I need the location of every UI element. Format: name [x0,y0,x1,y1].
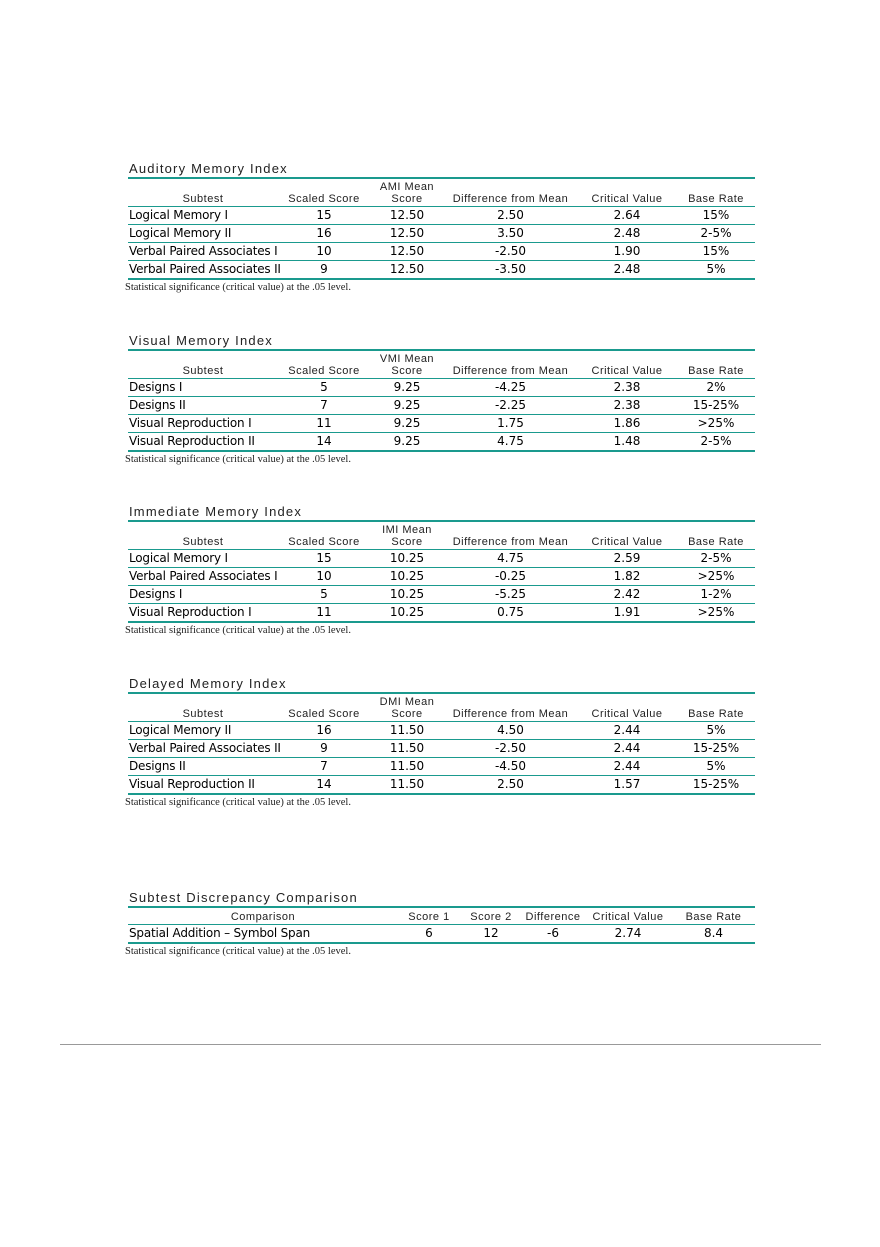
cell: 10 [278,568,370,586]
cell: 15-25% [677,740,755,758]
cell: 9.25 [370,379,444,397]
cell: -3.50 [444,261,577,280]
subtest-discrepancy-table [128,908,755,944]
cell: Designs I [128,379,278,397]
cell: 16 [278,722,370,740]
table-row [128,415,755,433]
section-title: Visual Memory Index [128,332,755,351]
table-row [128,261,755,280]
table-row [128,550,755,568]
cell: 9.25 [370,397,444,415]
table-row [128,925,755,944]
cell: 9 [278,740,370,758]
col-scaled-score: Scaled Score [278,179,370,207]
section-title: Auditory Memory Index [128,160,755,179]
cell: 4.75 [444,433,577,452]
cell: 12.50 [370,225,444,243]
cell: 1.75 [444,415,577,433]
cell: Designs II [128,758,278,776]
cell: 2.48 [577,261,677,280]
cell: >25% [677,568,755,586]
cell: 11.50 [370,776,444,795]
header-row [128,351,755,379]
cell: 1.90 [577,243,677,261]
cell: -2.50 [444,243,577,261]
cell: 12.50 [370,207,444,225]
cell: 2-5% [677,225,755,243]
cell: Visual Reproduction I [128,604,278,623]
significance-note: Statistical significance (critical value) at the .05 level. [125,946,351,957]
cell: 2-5% [677,550,755,568]
cell: 1-2% [677,586,755,604]
col-critical-value: Critical Value [577,694,677,722]
col-difference: Difference from Mean [444,694,577,722]
cell: 5% [677,722,755,740]
cell: 2.44 [577,740,677,758]
cell: Logical Memory I [128,207,278,225]
col-score-1: Score 1 [398,908,460,925]
col-base-rate: Base Rate [672,908,755,925]
subtest-discrepancy-section [125,889,755,957]
cell: 9.25 [370,433,444,452]
col-mean-score: DMI Mean Score [370,694,444,722]
cell: 12 [460,925,522,944]
col-scaled-score: Scaled Score [278,351,370,379]
col-critical-value: Critical Value [577,179,677,207]
cell: >25% [677,415,755,433]
cell: 1.48 [577,433,677,452]
cell: 7 [278,758,370,776]
col-mean-score: VMI Mean Score [370,351,444,379]
header-row [128,179,755,207]
cell: Verbal Paired Associates II [128,261,278,280]
table-row [128,758,755,776]
cell: 5% [677,758,755,776]
cell: Visual Reproduction II [128,433,278,452]
cell: 10.25 [370,568,444,586]
cell: 2.50 [444,776,577,795]
col-subtest: Subtest [128,351,278,379]
col-difference: Difference from Mean [444,351,577,379]
table-row [128,776,755,795]
cell: 10.25 [370,604,444,623]
col-difference: Difference from Mean [444,522,577,550]
cell: 15-25% [677,397,755,415]
cell: Verbal Paired Associates I [128,243,278,261]
cell: -2.50 [444,740,577,758]
cell: 4.75 [444,550,577,568]
cell: 2.64 [577,207,677,225]
table-row [128,740,755,758]
cell: 1.86 [577,415,677,433]
table-row [128,379,755,397]
cell: Verbal Paired Associates II [128,740,278,758]
cell: Logical Memory II [128,722,278,740]
col-base-rate: Base Rate [677,522,755,550]
cell: 2.48 [577,225,677,243]
cell: Logical Memory II [128,225,278,243]
col-difference: Difference from Mean [444,179,577,207]
table-row [128,433,755,452]
cell: 2.42 [577,586,677,604]
cell: -2.25 [444,397,577,415]
cell: 2.50 [444,207,577,225]
cell: 12.50 [370,261,444,280]
cell: 15 [278,207,370,225]
col-mean-score: AMI Mean Score [370,179,444,207]
section-title: Subtest Discrepancy Comparison [128,889,755,908]
table-row [128,207,755,225]
col-comparison: Comparison [128,908,398,925]
cell: Visual Reproduction I [128,415,278,433]
delayed-memory-table [128,694,755,795]
cell: 5 [278,379,370,397]
cell: 11.50 [370,740,444,758]
cell: 5 [278,586,370,604]
cell: 15 [278,550,370,568]
col-score-2: Score 2 [460,908,522,925]
table-row [128,722,755,740]
cell: >25% [677,604,755,623]
col-critical-value: Critical Value [584,908,672,925]
cell: 1.57 [577,776,677,795]
significance-note: Statistical significance (critical value) at the .05 level. [125,282,351,293]
cell: Logical Memory I [128,550,278,568]
cell: -4.50 [444,758,577,776]
table-row [128,243,755,261]
cell: 11.50 [370,722,444,740]
cell: 10 [278,243,370,261]
header-row [128,908,755,925]
cell: 15% [677,243,755,261]
header-row [128,694,755,722]
col-critical-value: Critical Value [577,522,677,550]
table-row [128,586,755,604]
immediate-memory-table [128,522,755,623]
col-scaled-score: Scaled Score [278,522,370,550]
cell: 1.91 [577,604,677,623]
cell: Designs I [128,586,278,604]
cell: 2.44 [577,722,677,740]
col-mean-score: IMI Mean Score [370,522,444,550]
col-subtest: Subtest [128,179,278,207]
immediate-memory-index-section [125,503,755,636]
cell: 12.50 [370,243,444,261]
col-subtest: Subtest [128,522,278,550]
header-row [128,522,755,550]
auditory-memory-index-section [125,160,755,293]
cell: Visual Reproduction II [128,776,278,795]
cell: 5% [677,261,755,280]
cell: 2.59 [577,550,677,568]
col-base-rate: Base Rate [677,179,755,207]
cell: 0.75 [444,604,577,623]
cell: 11.50 [370,758,444,776]
significance-note: Statistical significance (critical value) at the .05 level. [125,625,351,636]
delayed-memory-index-section [125,675,755,808]
cell: -0.25 [444,568,577,586]
cell: Designs II [128,397,278,415]
cell: 2.44 [577,758,677,776]
cell: 14 [278,776,370,795]
cell: 11 [278,415,370,433]
cell: 10.25 [370,586,444,604]
cell: -6 [522,925,584,944]
cell: 15% [677,207,755,225]
table-row [128,225,755,243]
visual-memory-table [128,351,755,452]
cell: -4.25 [444,379,577,397]
section-title: Delayed Memory Index [128,675,755,694]
cell: 1.82 [577,568,677,586]
visual-memory-index-section [125,332,755,465]
auditory-memory-table [128,179,755,280]
col-base-rate: Base Rate [677,351,755,379]
cell: 14 [278,433,370,452]
cell: 2.74 [584,925,672,944]
col-base-rate: Base Rate [677,694,755,722]
table-row [128,397,755,415]
cell: 4.50 [444,722,577,740]
cell: 15-25% [677,776,755,795]
cell: 9 [278,261,370,280]
col-critical-value: Critical Value [577,351,677,379]
cell: -5.25 [444,586,577,604]
cell: 7 [278,397,370,415]
significance-note: Statistical significance (critical value) at the .05 level. [125,454,351,465]
cell: Verbal Paired Associates I [128,568,278,586]
col-scaled-score: Scaled Score [278,694,370,722]
cell: 3.50 [444,225,577,243]
cell: 10.25 [370,550,444,568]
col-difference: Difference [522,908,584,925]
cell: 8.4 [672,925,755,944]
table-row [128,604,755,623]
significance-note: Statistical significance (critical value) at the .05 level. [125,797,351,808]
cell: 9.25 [370,415,444,433]
section-title: Immediate Memory Index [128,503,755,522]
cell: 2.38 [577,379,677,397]
cell: 2-5% [677,433,755,452]
cell: 16 [278,225,370,243]
cell: 6 [398,925,460,944]
cell: 2.38 [577,397,677,415]
footer-divider [60,1044,821,1045]
table-row [128,568,755,586]
cell: Spatial Addition – Symbol Span [128,925,398,944]
col-subtest: Subtest [128,694,278,722]
cell: 2% [677,379,755,397]
cell: 11 [278,604,370,623]
